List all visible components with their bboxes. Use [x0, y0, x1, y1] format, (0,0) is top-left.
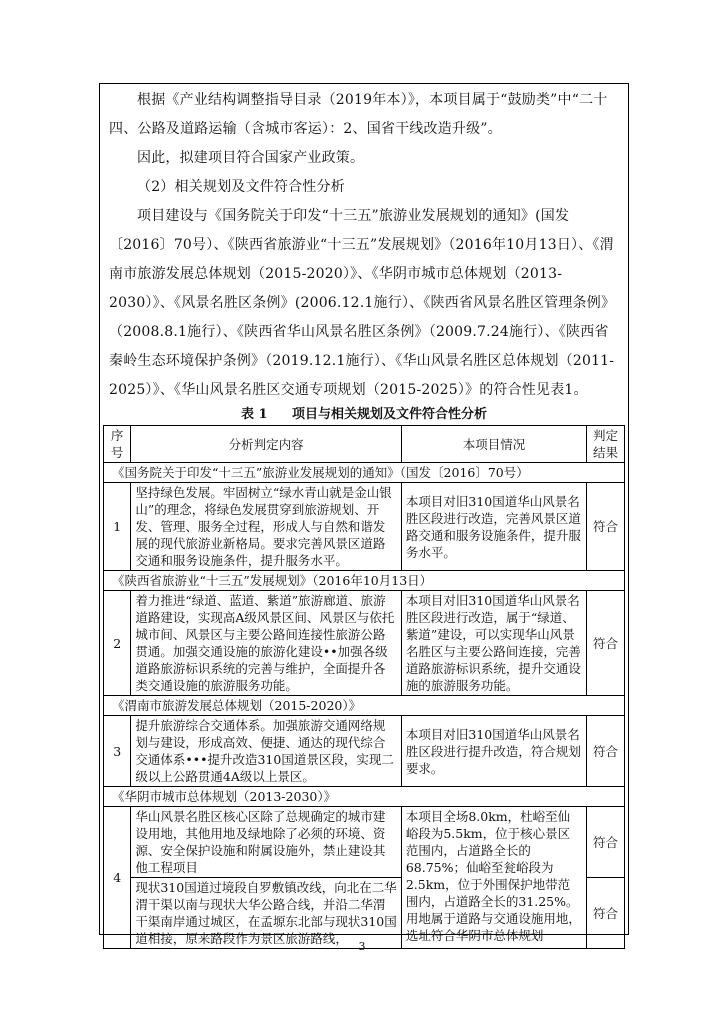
table-row [104, 483, 625, 571]
row-number: 1 [104, 483, 131, 571]
project-cell: 本项目对旧310国道华山风景名胜区段进行改造，完善风景区道路交通和服务设施条件，提升服务水平。 [401, 483, 586, 571]
table-section-row [104, 571, 625, 591]
row-number: 4 [104, 807, 131, 949]
table-row [104, 591, 625, 696]
result-cell: 符合 [587, 716, 625, 787]
table-caption-number: 表 1 [240, 407, 268, 422]
analysis-cell: 坚持绿色发展。牢固树立“绿水青山就是金山银山”的理念，将绿色发展贯穿到旅游规划、开发、管理、服务全过程，形成人与自然和谐发展的现代旅游业新格局。要求完善风景区道路交通和服务设施条件，提升服务水平。 [131, 483, 401, 571]
project-cell: 本项目对旧310国道华山风景名胜区段进行提升改造，符合规划要求。 [401, 716, 586, 787]
analysis-cell: 提升旅游综合交通体系。加强旅游交通网络规划与建设，形成高效、便捷、通达的现代综合交通体系•••提升改造310国道景区段，实现二级以上公路贯通4A级以上景区。 [131, 716, 401, 787]
intro-paragraph-2: 因此，拟建项目符合国家产业政策。 [137, 150, 365, 166]
section-title: 《陕西省旅游业“十三五”发展规划》（2016年10月13日） [104, 571, 625, 591]
result-cell: 符合 [587, 591, 625, 696]
row-number: 3 [104, 716, 131, 787]
table-row [104, 807, 625, 878]
intro-paragraph-3: 项目建设与《国务院关于印发“十三五”旅游业发展规划的通知》(国发〔2016〕70号）、《陕西省旅游业“十三五”发展规划》（2016年10月13日）、《渭南市旅游发展总体规划（2015-2020）》、《华阴市城市总体规划（2013-2030）》、《风景名胜区条例》(2006.12.1施行）、《陕西省风景名胜区管理条例》（2008.8.1施行）、《陕西省华山风景名胜区条例》（2009.7.24施行）、《陕西省秦岭生态环境保护条例》（2019.12.1施行）、《华山风景名胜区总体规划（2011-2025）》、《华山风景名胜区交通专项规划（2015-2025）》的符合性见表1。 [109, 208, 616, 398]
analysis-cell: 现状310国道过境段自罗敷镇改线，向北在二华渭干渠以南与现状大华公路合线，并沿二华渭干渠南岸通过城区，在孟塬东北部与现状310国道相接，原来路段作为景区旅游路线， [131, 878, 401, 949]
header-analysis: 分析判定内容 [131, 426, 401, 463]
compliance-table [103, 425, 625, 949]
analysis-cell: 华山风景名胜区核心区除了总规确定的城市建设用地，其他用地及绿地除了必须的环境、资源、安全保护设施和附属设施外，禁止建设其他工程项目 [131, 807, 401, 878]
header-result: 判定结果 [587, 426, 625, 463]
table-caption [99, 403, 629, 422]
header-no: 序号 [104, 426, 131, 463]
section-heading: （2）相关规划及文件符合性分析 [137, 179, 345, 195]
table-section-row [104, 463, 625, 483]
table-row [104, 716, 625, 787]
row-number: 2 [104, 591, 131, 696]
result-cell: 符合 [587, 483, 625, 571]
result-cell: 符合 [587, 807, 625, 878]
table-header-row [104, 426, 625, 463]
page-number: 3 [358, 940, 366, 953]
project-cell: 本项目对旧310国道华山风景名胜区段进行改造，属于“绿道、紫道”建设，可以实现华山风景名胜区与主要公路间连接，完善道路旅游标识系统，提升交通设施的旅游服务功能。 [401, 591, 586, 696]
section-title: 《国务院关于印发“十三五”旅游业发展规划的通知》（国发〔2016〕70号） [104, 463, 625, 483]
result-cell: 符合 [587, 878, 625, 949]
section-title: 《华阴市城市总体规划（2013-2030）》 [104, 787, 625, 807]
analysis-cell: 着力推进“绿道、蓝道、紫道”旅游廊道、旅游道路建设，实现高A级风景区间、风景区与依托城市间、风景区与主要公路间连接性旅游公路贯通。加强交通设施的旅游化建设••加强各级道路旅游标识系统的完善与维护，全面提升各类交通设施的旅游服务功能。 [131, 591, 401, 696]
section-title: 《渭南市旅游发展总体规划（2015-2020）》 [104, 696, 625, 716]
table-caption-title: 项目与相关规划及文件符合性分析 [292, 407, 488, 422]
intro-paragraph-1: 根据《产业结构调整指导目录（2019年本）》，本项目属于“鼓励类”中“二十四、公路及道路运输（含城市客运）：2、国省干线改造升级”。 [109, 92, 608, 137]
table-section-row [104, 787, 625, 807]
table-section-row [104, 696, 625, 716]
header-project: 本项目情况 [401, 426, 586, 463]
project-cell: 本项目全场8.0km，杜峪至仙峪段为5.5km，位于核心景区范围内，占道路全长的68.75%；仙峪至瓮峪段为2.5km，位于外围保护地带范围内，占道路全长的31.25%。用地属于道路与交通设施用地，选址符合华阴市总体规划 [401, 807, 586, 949]
